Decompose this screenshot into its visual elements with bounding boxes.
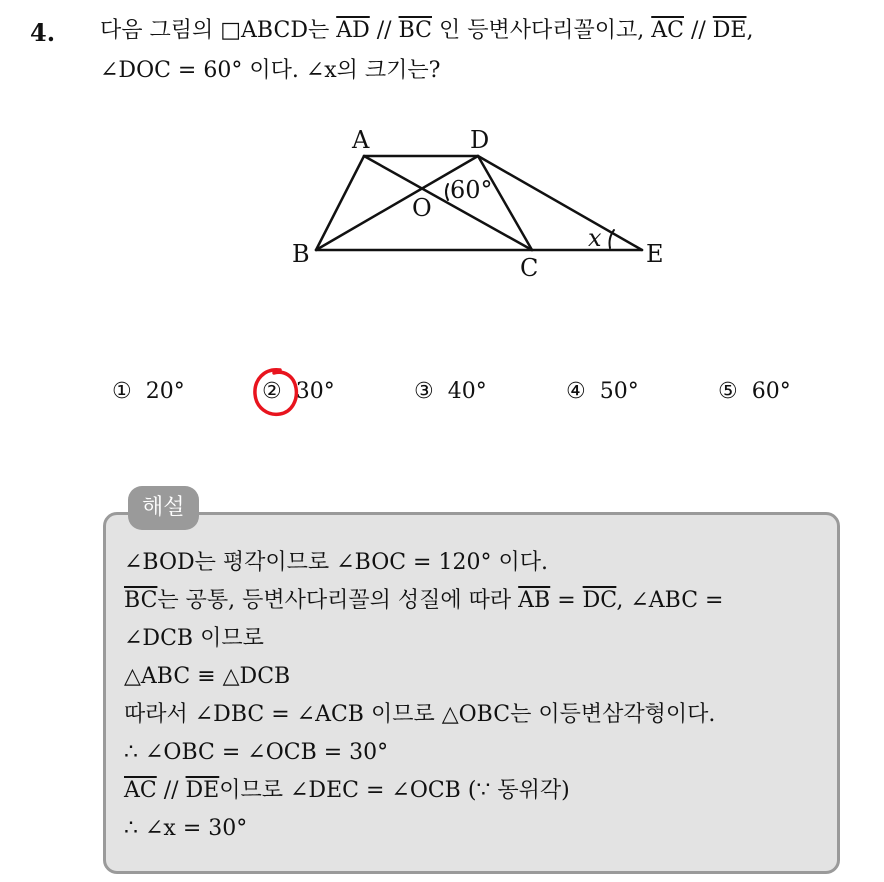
label-o: O: [412, 194, 432, 222]
answer-choices: [0, 376, 884, 416]
segment-de: [478, 156, 642, 250]
question-number: 4.: [30, 18, 56, 47]
selection-circle-icon: [250, 364, 302, 420]
label-e: E: [646, 240, 664, 268]
segment-ac: [364, 156, 532, 250]
choice-3[interactable]: ③ 40°: [414, 379, 487, 404]
question-text-line1: 다음 그림의 □ABCD는 $\overline{AD} // \overline{BC}$ 인 등변사다리꼴이고, $\overline{AC} // \overline{DE}$,: [100, 18, 754, 43]
solution-line-3: ∠DCB 이므로: [124, 626, 264, 651]
label-d: D: [470, 126, 490, 154]
solution-line-2: $\overline{BC}$는 공통, 등변사다리꼴의 성질에 따라 $\overline{AB} = \overline{DC}$, ∠ABC =: [124, 588, 724, 613]
label-a: A: [352, 126, 370, 154]
solution-line-4: △ABC ≡ △DCB: [124, 664, 291, 689]
solution-line-1: ∠BOD는 평각이므로 ∠BOC = 120° 이다.: [124, 550, 548, 575]
choice-4[interactable]: ④ 50°: [566, 379, 639, 404]
solution-line-5: 따라서 ∠DBC = ∠ACB 이므로 △OBC는 이등변삼각형이다.: [124, 702, 716, 727]
label-x: x: [588, 224, 602, 252]
label-angle-60: 60°: [450, 176, 493, 204]
question-text-line2: ∠DOC = 60° 이다. ∠x의 크기는?: [100, 58, 441, 83]
solution-line-8: ∴ ∠x = 30°: [124, 816, 248, 841]
choice-2[interactable]: ② 30°: [262, 379, 335, 404]
choice-1[interactable]: ① 20°: [112, 379, 185, 404]
solution-tag: 해설: [128, 486, 199, 530]
label-b: B: [292, 240, 310, 268]
label-c: C: [520, 254, 539, 282]
solution-line-6: ∴ ∠OBC = ∠OCB = 30°: [124, 740, 389, 765]
trapezoid-figure: [280, 118, 690, 288]
choice-5[interactable]: ⑤ 60°: [718, 379, 791, 404]
angle-arc-doc: [446, 184, 448, 200]
solution-line-7: $\overline{AC} // \overline{DE}$이므로 ∠DEC = ∠OCB (∵ 동위각): [124, 778, 570, 803]
